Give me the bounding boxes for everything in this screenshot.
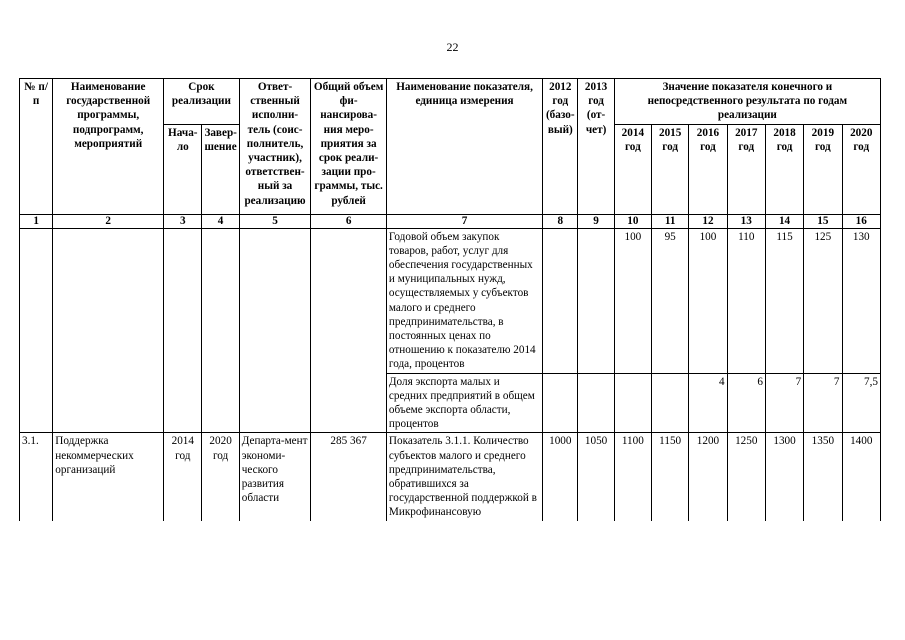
header-year-2015: 2015 год <box>652 124 689 214</box>
header-period: Срок реализации <box>164 79 240 125</box>
column-number: 13 <box>727 214 765 228</box>
header-col7: Наименование показателя, единица измерения <box>386 79 542 215</box>
value-2019: 1350 <box>804 433 842 521</box>
header-col3: Нача-ло <box>164 124 202 214</box>
table-row-3-1 <box>20 433 881 521</box>
header-col4: Завер-шение <box>202 124 239 214</box>
report-value: 1050 <box>578 433 614 521</box>
column-number: 16 <box>842 214 881 228</box>
value-2020: 130 <box>842 228 881 373</box>
value-2015 <box>652 373 689 433</box>
column-number: 14 <box>765 214 803 228</box>
value-2016: 4 <box>689 373 727 433</box>
value-2014 <box>614 373 651 433</box>
indicator-name: Годовой объем закупок товаров, работ, услуг для обеспечения государственных и муниципальных нужд, осуществляемых у субъектов малого и среднего предпринимательства, в постоянных ценах по отношению к показателю 2014 года, процентов <box>386 228 542 373</box>
header-col9: 2013 год (от-чет) <box>578 79 614 215</box>
value-2017: 6 <box>727 373 765 433</box>
funding-amount: 285 367 <box>311 433 387 521</box>
value-2016: 1200 <box>689 433 727 521</box>
base-value <box>543 228 578 373</box>
value-2015: 95 <box>652 228 689 373</box>
header-year-2017: 2017 год <box>727 124 765 214</box>
value-2015: 1150 <box>652 433 689 521</box>
report-value <box>578 228 614 373</box>
start-year: 2014 год <box>164 433 202 521</box>
header-values: Значение показателя конечного и непосредственного результата по годам реализации <box>614 79 880 125</box>
value-2014: 100 <box>614 228 651 373</box>
value-2019: 125 <box>804 228 842 373</box>
value-2019: 7 <box>804 373 842 433</box>
value-2020: 1400 <box>842 433 881 521</box>
value-2017: 110 <box>727 228 765 373</box>
header-col1: № п/п <box>20 79 53 215</box>
responsible-executor: Департа-мент экономи-ческого развития области <box>239 433 311 521</box>
report-value <box>578 373 614 433</box>
program-table <box>19 78 881 521</box>
header-year-2018: 2018 год <box>765 124 803 214</box>
value-2014: 1100 <box>614 433 651 521</box>
column-number: 11 <box>652 214 689 228</box>
base-value <box>543 373 578 433</box>
column-number: 12 <box>689 214 727 228</box>
column-number: 4 <box>202 214 239 228</box>
end-year: 2020 год <box>202 433 239 521</box>
page-number: 22 <box>446 40 459 54</box>
header-year-2014: 2014 год <box>614 124 651 214</box>
header-year-2020: 2020 год <box>842 124 881 214</box>
header-year-2016: 2016 год <box>689 124 727 214</box>
column-number: 2 <box>53 214 164 228</box>
header-year-2019: 2019 год <box>804 124 842 214</box>
column-number: 9 <box>578 214 614 228</box>
column-number: 6 <box>311 214 387 228</box>
column-number: 5 <box>239 214 311 228</box>
value-2018: 1300 <box>765 433 803 521</box>
base-value: 1000 <box>543 433 578 521</box>
program-name: Поддержка некоммерческих организаций <box>53 433 164 521</box>
column-number: 8 <box>543 214 578 228</box>
column-number: 7 <box>386 214 542 228</box>
value-2017: 1250 <box>727 433 765 521</box>
column-number: 1 <box>20 214 53 228</box>
header-col8: 2012 год (базо-вый) <box>543 79 578 215</box>
row-number: 3.1. <box>20 433 53 521</box>
value-2020: 7,5 <box>842 373 881 433</box>
indicator-name: Доля экспорта малых и средних предприятий в общем объеме экспорта области, процентов <box>386 373 542 433</box>
table-row <box>20 228 881 373</box>
header-col2: Наименование государственной программы, подпрограмм, мероприятий <box>53 79 164 215</box>
header-col5: Ответ-ственный исполни-тель (соис-полнитель, участник), ответствен-ный за реализацию <box>239 79 311 215</box>
value-2016: 100 <box>689 228 727 373</box>
column-number: 15 <box>804 214 842 228</box>
value-2018: 7 <box>765 373 803 433</box>
value-2018: 115 <box>765 228 803 373</box>
column-number: 3 <box>164 214 202 228</box>
indicator-name: Показатель 3.1.1. Количество субъектов малого и среднего предпринимательства, обратившихся за государственной поддержкой в Микрофинансовую <box>386 433 542 521</box>
header-col6: Общий объем фи-нансирова-ния меро-приятия за срок реали-зации про-граммы, тыс. рублей <box>311 79 387 215</box>
column-number: 10 <box>614 214 651 228</box>
